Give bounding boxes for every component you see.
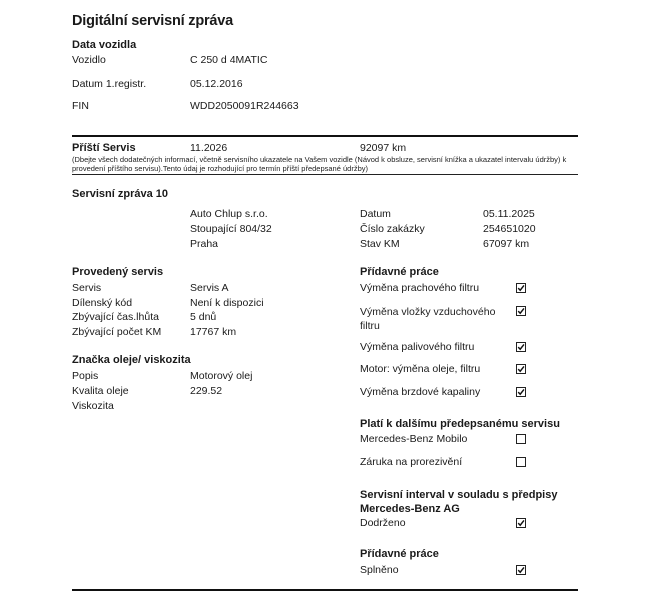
next-service-note: (Dbejte všech dodatečných informací, včetně servisního ukazatele na Vašem vozidle (Návod k obsluze, servisní knížka a ukazatel intervalu údržby) k provedení příštího servisu).Tento údaj je rozhodující pro termín příští předepsané údržby) — [72, 155, 567, 173]
divider — [72, 135, 578, 137]
checkmark-icon — [517, 388, 525, 396]
interval-heading: Servisní interval v souladu s předpisy Mercedes-Benz AG — [360, 489, 558, 515]
next-service-label: Příští Servis — [72, 142, 136, 154]
vehicle-heading: Data vozidla — [72, 39, 137, 51]
viscosity-label: Viskozita — [72, 400, 114, 412]
valid-next-item-label: Mercedes-Benz Mobilo — [360, 433, 468, 445]
additional-work-item-label: Výměna vložky vzduchového filtru — [360, 306, 496, 332]
additional-work-item-label: Motor: výměna oleje, filtru — [360, 363, 481, 375]
oil-heading: Značka oleje/ viskozita — [72, 354, 191, 366]
valid-next-heading: Platí k dalšímu předepsanému servisu — [360, 418, 560, 430]
fin-value: WDD2050091R244663 — [190, 100, 299, 112]
additional-work-item-label: Výměna prachového filtru — [360, 282, 480, 294]
checkbox[interactable] — [516, 457, 526, 467]
performed-heading: Provedený servis — [72, 266, 164, 278]
divider — [72, 589, 578, 591]
valid-next-item-label: Záruka na prorezivění — [360, 456, 463, 468]
additional-work-2-item-label: Splněno — [360, 564, 399, 576]
checkbox[interactable] — [516, 306, 526, 316]
order-number-label: Číslo zakázky — [360, 223, 425, 235]
vehicle-value: C 250 d 4MATIC — [190, 54, 268, 66]
next-service-date: 11.2026 — [190, 142, 228, 154]
checkbox[interactable] — [516, 434, 526, 444]
vehicle-label: Vozidlo — [72, 54, 106, 66]
additional-work-heading: Přídavné práce — [360, 266, 439, 278]
registration-date-value: 05.12.2016 — [190, 78, 243, 90]
dealer-street: Stoupající 804/32 — [190, 223, 272, 235]
checkbox[interactable] — [516, 387, 526, 397]
interval-item-label: Dodrženo — [360, 517, 406, 529]
workshop-code-label: Dílenský kód — [72, 297, 133, 309]
checkbox[interactable] — [516, 283, 526, 293]
fin-label: FIN — [72, 100, 89, 112]
checkmark-icon — [517, 519, 525, 527]
workshop-code-value: Není k dispozici — [190, 297, 264, 309]
checkbox[interactable] — [516, 364, 526, 374]
dealer-name: Auto Chlup s.r.o. — [190, 208, 268, 220]
oil-description-label: Popis — [72, 370, 99, 382]
checkmark-icon — [517, 365, 525, 373]
report-date-label: Datum — [360, 208, 391, 220]
checkbox[interactable] — [516, 518, 526, 528]
checkmark-icon — [517, 284, 525, 292]
oil-description-value: Motorový olej — [190, 370, 253, 382]
oil-quality-label: Kvalita oleje — [72, 385, 129, 397]
checkmark-icon — [517, 307, 525, 315]
additional-work-item-label: Výměna brzdové kapaliny — [360, 386, 481, 398]
remaining-km-value: 17767 km — [190, 326, 237, 338]
checkmark-icon — [517, 343, 525, 351]
dealer-city: Praha — [190, 238, 219, 250]
registration-date-label: Datum 1.registr. — [72, 78, 147, 90]
checkbox[interactable] — [516, 342, 526, 352]
report-heading: Servisní zpráva 10 — [72, 188, 169, 200]
service-label: Servis — [72, 282, 102, 294]
page-title: Digitální servisní zpráva — [72, 13, 234, 29]
additional-work-item-label: Výměna palivového filtru — [360, 341, 475, 353]
divider — [72, 174, 578, 175]
remaining-time-label: Zbývající čas.lhůta — [72, 311, 159, 323]
remaining-time-value: 5 dnů — [190, 311, 217, 323]
service-value: Servis A — [190, 282, 229, 294]
checkbox[interactable] — [516, 565, 526, 575]
next-service-km: 92097 km — [360, 142, 407, 154]
additional-work-2-heading: Přídavné práce — [360, 548, 439, 560]
checkmark-icon — [517, 566, 525, 574]
remaining-km-label: Zbývající počet KM — [72, 326, 162, 338]
mileage-value: 67097 km — [483, 238, 530, 250]
order-number-value: 254651020 — [483, 223, 536, 235]
oil-quality-value: 229.52 — [190, 385, 223, 397]
mileage-label: Stav KM — [360, 238, 400, 250]
report-date-value: 05.11.2025 — [483, 208, 535, 220]
